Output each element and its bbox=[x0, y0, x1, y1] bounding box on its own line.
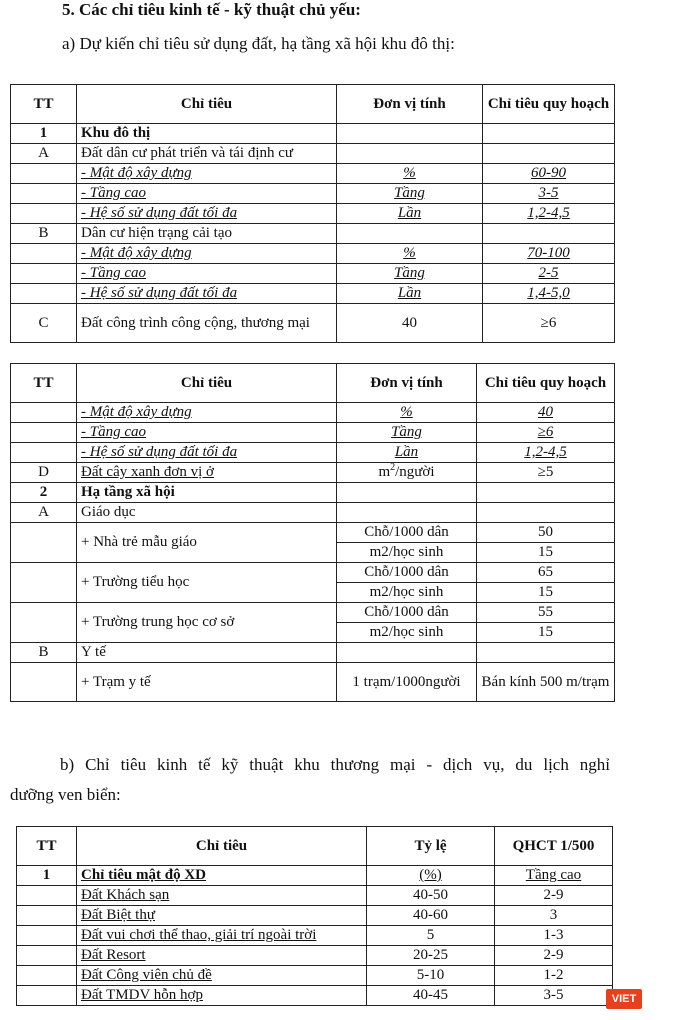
cell-name: - Hệ số sử dụng đất tối đa bbox=[77, 204, 337, 224]
cell-value: 15 bbox=[477, 623, 615, 643]
cell-name: Khu đô thị bbox=[77, 124, 337, 144]
table-row bbox=[17, 886, 613, 906]
cell-value: 15 bbox=[477, 583, 615, 603]
cell-tt bbox=[17, 986, 77, 1006]
cell-tt: C bbox=[11, 304, 77, 343]
table-row bbox=[11, 224, 615, 244]
cell-unit: Chỗ/1000 dân bbox=[337, 563, 477, 583]
table-row bbox=[11, 164, 615, 184]
section-heading: 5. Các chỉ tiêu kinh tế - kỹ thuật chủ yếu: bbox=[62, 0, 361, 19]
cell-value: ≥6 bbox=[477, 423, 615, 443]
table-row bbox=[11, 264, 615, 284]
land-use-table-part2 bbox=[10, 363, 615, 702]
cell-value: 65 bbox=[477, 563, 615, 583]
cell-tt bbox=[11, 443, 77, 463]
table-row bbox=[11, 483, 615, 503]
unit-sup: 2 bbox=[390, 462, 396, 473]
cell-qhct: 1-3 bbox=[495, 926, 613, 946]
cell-name: Đất Biệt thự bbox=[77, 906, 367, 926]
cell-unit bbox=[337, 463, 477, 483]
table-row bbox=[11, 603, 615, 623]
cell-name: Đất dân cư phát triển và tái định cư bbox=[77, 144, 337, 164]
cell-tt bbox=[11, 264, 77, 284]
cell-name: Hạ tầng xã hội bbox=[77, 483, 337, 503]
cell-value: 50 bbox=[477, 523, 615, 543]
viet-logo: VIET bbox=[606, 989, 642, 1009]
cell-unit bbox=[337, 643, 477, 663]
table-row bbox=[17, 866, 613, 886]
table-row bbox=[11, 304, 615, 343]
cell-unit: % bbox=[337, 164, 483, 184]
cell-value: 40 bbox=[477, 403, 615, 423]
cell-name: + Trạm y tế bbox=[77, 663, 337, 702]
cell-name: - Tầng cao bbox=[77, 184, 337, 204]
cell-unit: % bbox=[337, 403, 477, 423]
cell-tt: D bbox=[11, 463, 77, 483]
cell-name: Đất công trình công cộng, thương mại bbox=[77, 304, 337, 343]
table-row bbox=[11, 443, 615, 463]
table-row bbox=[11, 284, 615, 304]
cell-name: Dân cư hiện trạng cải tạo bbox=[77, 224, 337, 244]
cell-unit: Chỗ/1000 dân bbox=[337, 603, 477, 623]
cell-value: ≥6 bbox=[483, 304, 615, 343]
cell-tyle: 40-50 bbox=[367, 886, 495, 906]
cell-unit bbox=[337, 483, 477, 503]
cell-tt: 1 bbox=[11, 124, 77, 144]
header-tt: TT bbox=[17, 827, 77, 866]
cell-tt bbox=[17, 906, 77, 926]
header-qhct: QHCT 1/500 bbox=[495, 827, 613, 866]
cell-qhct: Tầng cao bbox=[495, 866, 613, 886]
cell-tt bbox=[11, 403, 77, 423]
intro-b-line2: dưỡng ven biển: bbox=[10, 785, 121, 804]
cell-tyle: 20-25 bbox=[367, 946, 495, 966]
cell-tt: B bbox=[11, 643, 77, 663]
cell-name: - Tầng cao bbox=[77, 264, 337, 284]
cell-name: - Tầng cao bbox=[77, 423, 337, 443]
cell-tt: B bbox=[11, 224, 77, 244]
cell-name: Đất Công viên chủ đề bbox=[77, 966, 367, 986]
cell-tt bbox=[11, 204, 77, 224]
header-chitieu: Chỉ tiêu bbox=[77, 827, 367, 866]
cell-tt bbox=[11, 244, 77, 264]
table-row bbox=[11, 563, 615, 583]
cell-tyle: (%) bbox=[367, 866, 495, 886]
cell-unit: 40 bbox=[337, 304, 483, 343]
header-donvi: Đơn vị tính bbox=[337, 85, 483, 124]
cell-value bbox=[477, 483, 615, 503]
cell-value: 1,2-4,5 bbox=[483, 204, 615, 224]
cell-tyle: 40-60 bbox=[367, 906, 495, 926]
cell-unit: Tầng bbox=[337, 184, 483, 204]
cell-value bbox=[483, 124, 615, 144]
cell-tt bbox=[11, 523, 77, 563]
cell-unit: % bbox=[337, 244, 483, 264]
cell-value: Bán kính 500 m/trạm bbox=[477, 663, 615, 702]
table-row bbox=[11, 184, 615, 204]
cell-name: + Trường tiểu học bbox=[77, 563, 337, 603]
header-chitieu: Chỉ tiêu bbox=[77, 364, 337, 403]
cell-name: - Hệ số sử dụng đất tối đa bbox=[77, 443, 337, 463]
cell-qhct: 2-9 bbox=[495, 886, 613, 906]
cell-tyle: 40-45 bbox=[367, 986, 495, 1006]
cell-tt: 2 bbox=[11, 483, 77, 503]
table-row bbox=[17, 966, 613, 986]
cell-name: Đất Khách sạn bbox=[77, 886, 367, 906]
cell-tt bbox=[11, 663, 77, 702]
cell-unit bbox=[337, 124, 483, 144]
table-row bbox=[11, 144, 615, 164]
cell-tyle: 5 bbox=[367, 926, 495, 946]
table-row bbox=[17, 946, 613, 966]
cell-unit bbox=[337, 224, 483, 244]
cell-tt bbox=[11, 284, 77, 304]
cell-tt bbox=[17, 886, 77, 906]
cell-unit: Lần bbox=[337, 284, 483, 304]
cell-tt bbox=[11, 184, 77, 204]
cell-unit: m2/học sinh bbox=[337, 583, 477, 603]
cell-tt bbox=[11, 603, 77, 643]
cell-name: Đất Resort bbox=[77, 946, 367, 966]
cell-name: Chỉ tiêu mật độ XD bbox=[77, 866, 367, 886]
table-header bbox=[11, 85, 615, 124]
table-row bbox=[17, 906, 613, 926]
table-row bbox=[11, 663, 615, 702]
cell-value: 60-90 bbox=[483, 164, 615, 184]
cell-value: 1,2-4,5 bbox=[477, 443, 615, 463]
table-row bbox=[11, 423, 615, 443]
header-chitieu: Chỉ tiêu bbox=[77, 85, 337, 124]
cell-name: - Mật độ xây dựng bbox=[77, 244, 337, 264]
cell-value bbox=[483, 144, 615, 164]
cell-tt bbox=[17, 926, 77, 946]
cell-name: + Trường trung học cơ sở bbox=[77, 603, 337, 643]
cell-unit: Chỗ/1000 dân bbox=[337, 523, 477, 543]
intro-a: a) Dự kiến chỉ tiêu sử dụng đất, hạ tầng xã hội khu đô thị: bbox=[62, 34, 455, 53]
cell-unit: 1 trạm/1000người bbox=[337, 663, 477, 702]
cell-value: ≥5 bbox=[477, 463, 615, 483]
table-row bbox=[11, 244, 615, 264]
cell-name: Đất cây xanh đơn vị ở bbox=[77, 463, 337, 483]
table-row bbox=[17, 986, 613, 1006]
unit-base: m bbox=[378, 464, 391, 480]
cell-name: - Hệ số sử dụng đất tối đa bbox=[77, 284, 337, 304]
cell-value: 1,4-5,0 bbox=[483, 284, 615, 304]
cell-value: 15 bbox=[477, 543, 615, 563]
cell-unit: m2/học sinh bbox=[337, 543, 477, 563]
cell-value: 3-5 bbox=[483, 184, 615, 204]
cell-unit: Lần bbox=[337, 204, 483, 224]
cell-name: - Mật độ xây dựng bbox=[77, 403, 337, 423]
cell-value: 55 bbox=[477, 603, 615, 623]
table-row bbox=[11, 204, 615, 224]
header-tt: TT bbox=[11, 364, 77, 403]
cell-name: Đất vui chơi thể thao, giải trí ngoài trời bbox=[77, 926, 367, 946]
table-row bbox=[11, 523, 615, 543]
cell-name: Giáo dục bbox=[77, 503, 337, 523]
cell-name: Y tế bbox=[77, 643, 337, 663]
cell-tt: A bbox=[11, 503, 77, 523]
cell-qhct: 3 bbox=[495, 906, 613, 926]
cell-qhct: 1-2 bbox=[495, 966, 613, 986]
table-row bbox=[11, 403, 615, 423]
cell-unit: Lần bbox=[337, 443, 477, 463]
cell-value: 70-100 bbox=[483, 244, 615, 264]
table-row bbox=[11, 463, 615, 483]
cell-unit: m2/học sinh bbox=[337, 623, 477, 643]
cell-value bbox=[477, 503, 615, 523]
table-row bbox=[11, 503, 615, 523]
cell-unit bbox=[337, 144, 483, 164]
table-row bbox=[11, 643, 615, 663]
cell-tt bbox=[11, 423, 77, 443]
cell-value bbox=[477, 643, 615, 663]
cell-name: - Mật độ xây dựng bbox=[77, 164, 337, 184]
cell-value bbox=[483, 224, 615, 244]
header-quyhoach: Chỉ tiêu quy hoạch bbox=[477, 364, 615, 403]
cell-qhct: 3-5 bbox=[495, 986, 613, 1006]
commerce-tourism-table bbox=[16, 826, 613, 1006]
cell-unit bbox=[337, 503, 477, 523]
header-donvi: Đơn vị tính bbox=[337, 364, 477, 403]
cell-tt bbox=[17, 946, 77, 966]
cell-unit: Tầng bbox=[337, 423, 477, 443]
intro-b bbox=[10, 750, 610, 810]
intro-b-line1: b) Chỉ tiêu kinh tế kỹ thuật khu thương mại - dịch vụ, du lịch nghỉ bbox=[60, 755, 610, 774]
header-tt: TT bbox=[11, 85, 77, 124]
cell-tt bbox=[17, 966, 77, 986]
cell-tt bbox=[11, 164, 77, 184]
table-header bbox=[17, 827, 613, 866]
cell-unit: Tầng bbox=[337, 264, 483, 284]
cell-tt: A bbox=[11, 144, 77, 164]
cell-qhct: 2-9 bbox=[495, 946, 613, 966]
cell-value: 2-5 bbox=[483, 264, 615, 284]
cell-tyle: 5-10 bbox=[367, 966, 495, 986]
header-quyhoach: Chỉ tiêu quy hoạch bbox=[483, 85, 615, 124]
table-row bbox=[11, 124, 615, 144]
header-tyle: Tỷ lệ bbox=[367, 827, 495, 866]
table-row bbox=[17, 926, 613, 946]
land-use-table-part1 bbox=[10, 84, 615, 343]
cell-name: + Nhà trẻ mẫu giáo bbox=[77, 523, 337, 563]
cell-tt: 1 bbox=[17, 866, 77, 886]
unit-rest: /người bbox=[395, 464, 435, 480]
table-header bbox=[11, 364, 615, 403]
cell-name: Đất TMDV hỗn hợp bbox=[77, 986, 367, 1006]
cell-tt bbox=[11, 563, 77, 603]
